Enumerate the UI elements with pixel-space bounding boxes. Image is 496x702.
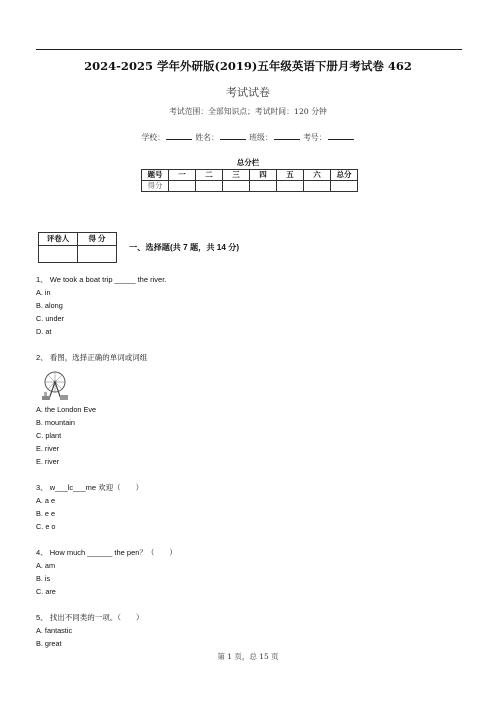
grader-cell[interactable] [78,246,117,263]
question-2 [36,353,147,363]
header-rule [36,49,462,50]
score-header-cell: 题号 [142,170,169,181]
exam-title: 2024-2025 学年外研版(2019)五年级英语下册月考试卷 462 [84,59,412,73]
question-5 [36,613,144,623]
exam-scope-time: 考试范围：全部知识点；考试时间：120 分钟 [169,107,327,116]
exam-subtitle: 考试试卷 [226,86,270,99]
option[interactable]: E. river [36,444,60,453]
option[interactable]: B. along [36,301,63,310]
score-cell[interactable] [250,181,277,192]
option[interactable]: B. mountain [36,418,75,427]
question-text: w___lc___me 欢迎（ ） [49,483,144,492]
question-text: We took a boat trip _____ the river. [49,275,167,284]
score-header-cell: 三 [223,170,250,181]
exam-no-blank[interactable] [328,131,354,140]
student-info-fields [0,131,496,143]
score-cell[interactable] [331,181,358,192]
question-number: 5、 [36,613,48,622]
option[interactable]: A. fantastic [36,626,73,635]
score-header-cell: 六 [304,170,331,181]
score-header-cell: 二 [196,170,223,181]
question-number: 2、 [36,353,48,362]
score-cell[interactable] [169,181,196,192]
question-number: 4、 [36,548,48,557]
school-blank[interactable] [166,131,192,140]
question-text: How much ______ the pen？（ ） [49,548,177,557]
score-table-caption: 总分栏 [236,158,260,167]
grader-header-cell: 评卷人 [39,233,78,246]
question-4 [36,548,177,558]
grader-header-cell: 得 分 [78,233,117,246]
option[interactable]: D. at [36,327,52,336]
score-table-row [142,181,358,192]
question-1 [36,275,166,285]
option[interactable]: B. is [36,574,51,583]
name-label: 姓名： [195,133,219,142]
score-header-cell: 总分 [331,170,358,181]
score-row-label: 得分 [142,181,169,192]
option[interactable]: C. e o [36,522,56,531]
question-number: 1、 [36,275,48,284]
section-title: 一、选择题(共 7 题，共 14 分) [129,243,240,252]
school-label: 学校： [141,133,165,142]
option[interactable]: B. great [36,639,62,648]
option[interactable]: C. under [36,314,64,323]
option[interactable]: C. plant [36,431,62,440]
score-cell[interactable] [196,181,223,192]
grader-cell[interactable] [39,246,78,263]
option[interactable]: A. a e [36,496,56,505]
score-cell[interactable] [304,181,331,192]
score-header-cell: 五 [277,170,304,181]
score-header-cell: 四 [250,170,277,181]
class-blank[interactable] [274,131,300,140]
option[interactable]: A. the London Eve [36,405,97,414]
option[interactable]: A. am [36,561,56,570]
grader-table [38,232,117,263]
question-text: 找出不同类的一项。（ ） [49,613,144,622]
score-table [141,169,358,192]
score-header-cell: 一 [169,170,196,181]
question-number: 3、 [36,483,48,492]
question-text: 看图，选择正确的单词或词组 [49,353,148,362]
question-3 [36,483,143,493]
page-footer: 第 1 页，总 15 页 [217,652,279,661]
exam-no-label: 考号： [303,133,327,142]
option[interactable]: A. in [36,288,51,297]
score-cell[interactable] [277,181,304,192]
name-blank[interactable] [220,131,246,140]
score-cell[interactable] [223,181,250,192]
option[interactable]: C. are [36,587,56,596]
ferris-wheel-icon [42,370,68,400]
option[interactable]: E. river [36,457,60,466]
option[interactable]: B. e e [36,509,56,518]
class-label: 班级： [249,133,273,142]
score-table-header-row [142,170,358,181]
